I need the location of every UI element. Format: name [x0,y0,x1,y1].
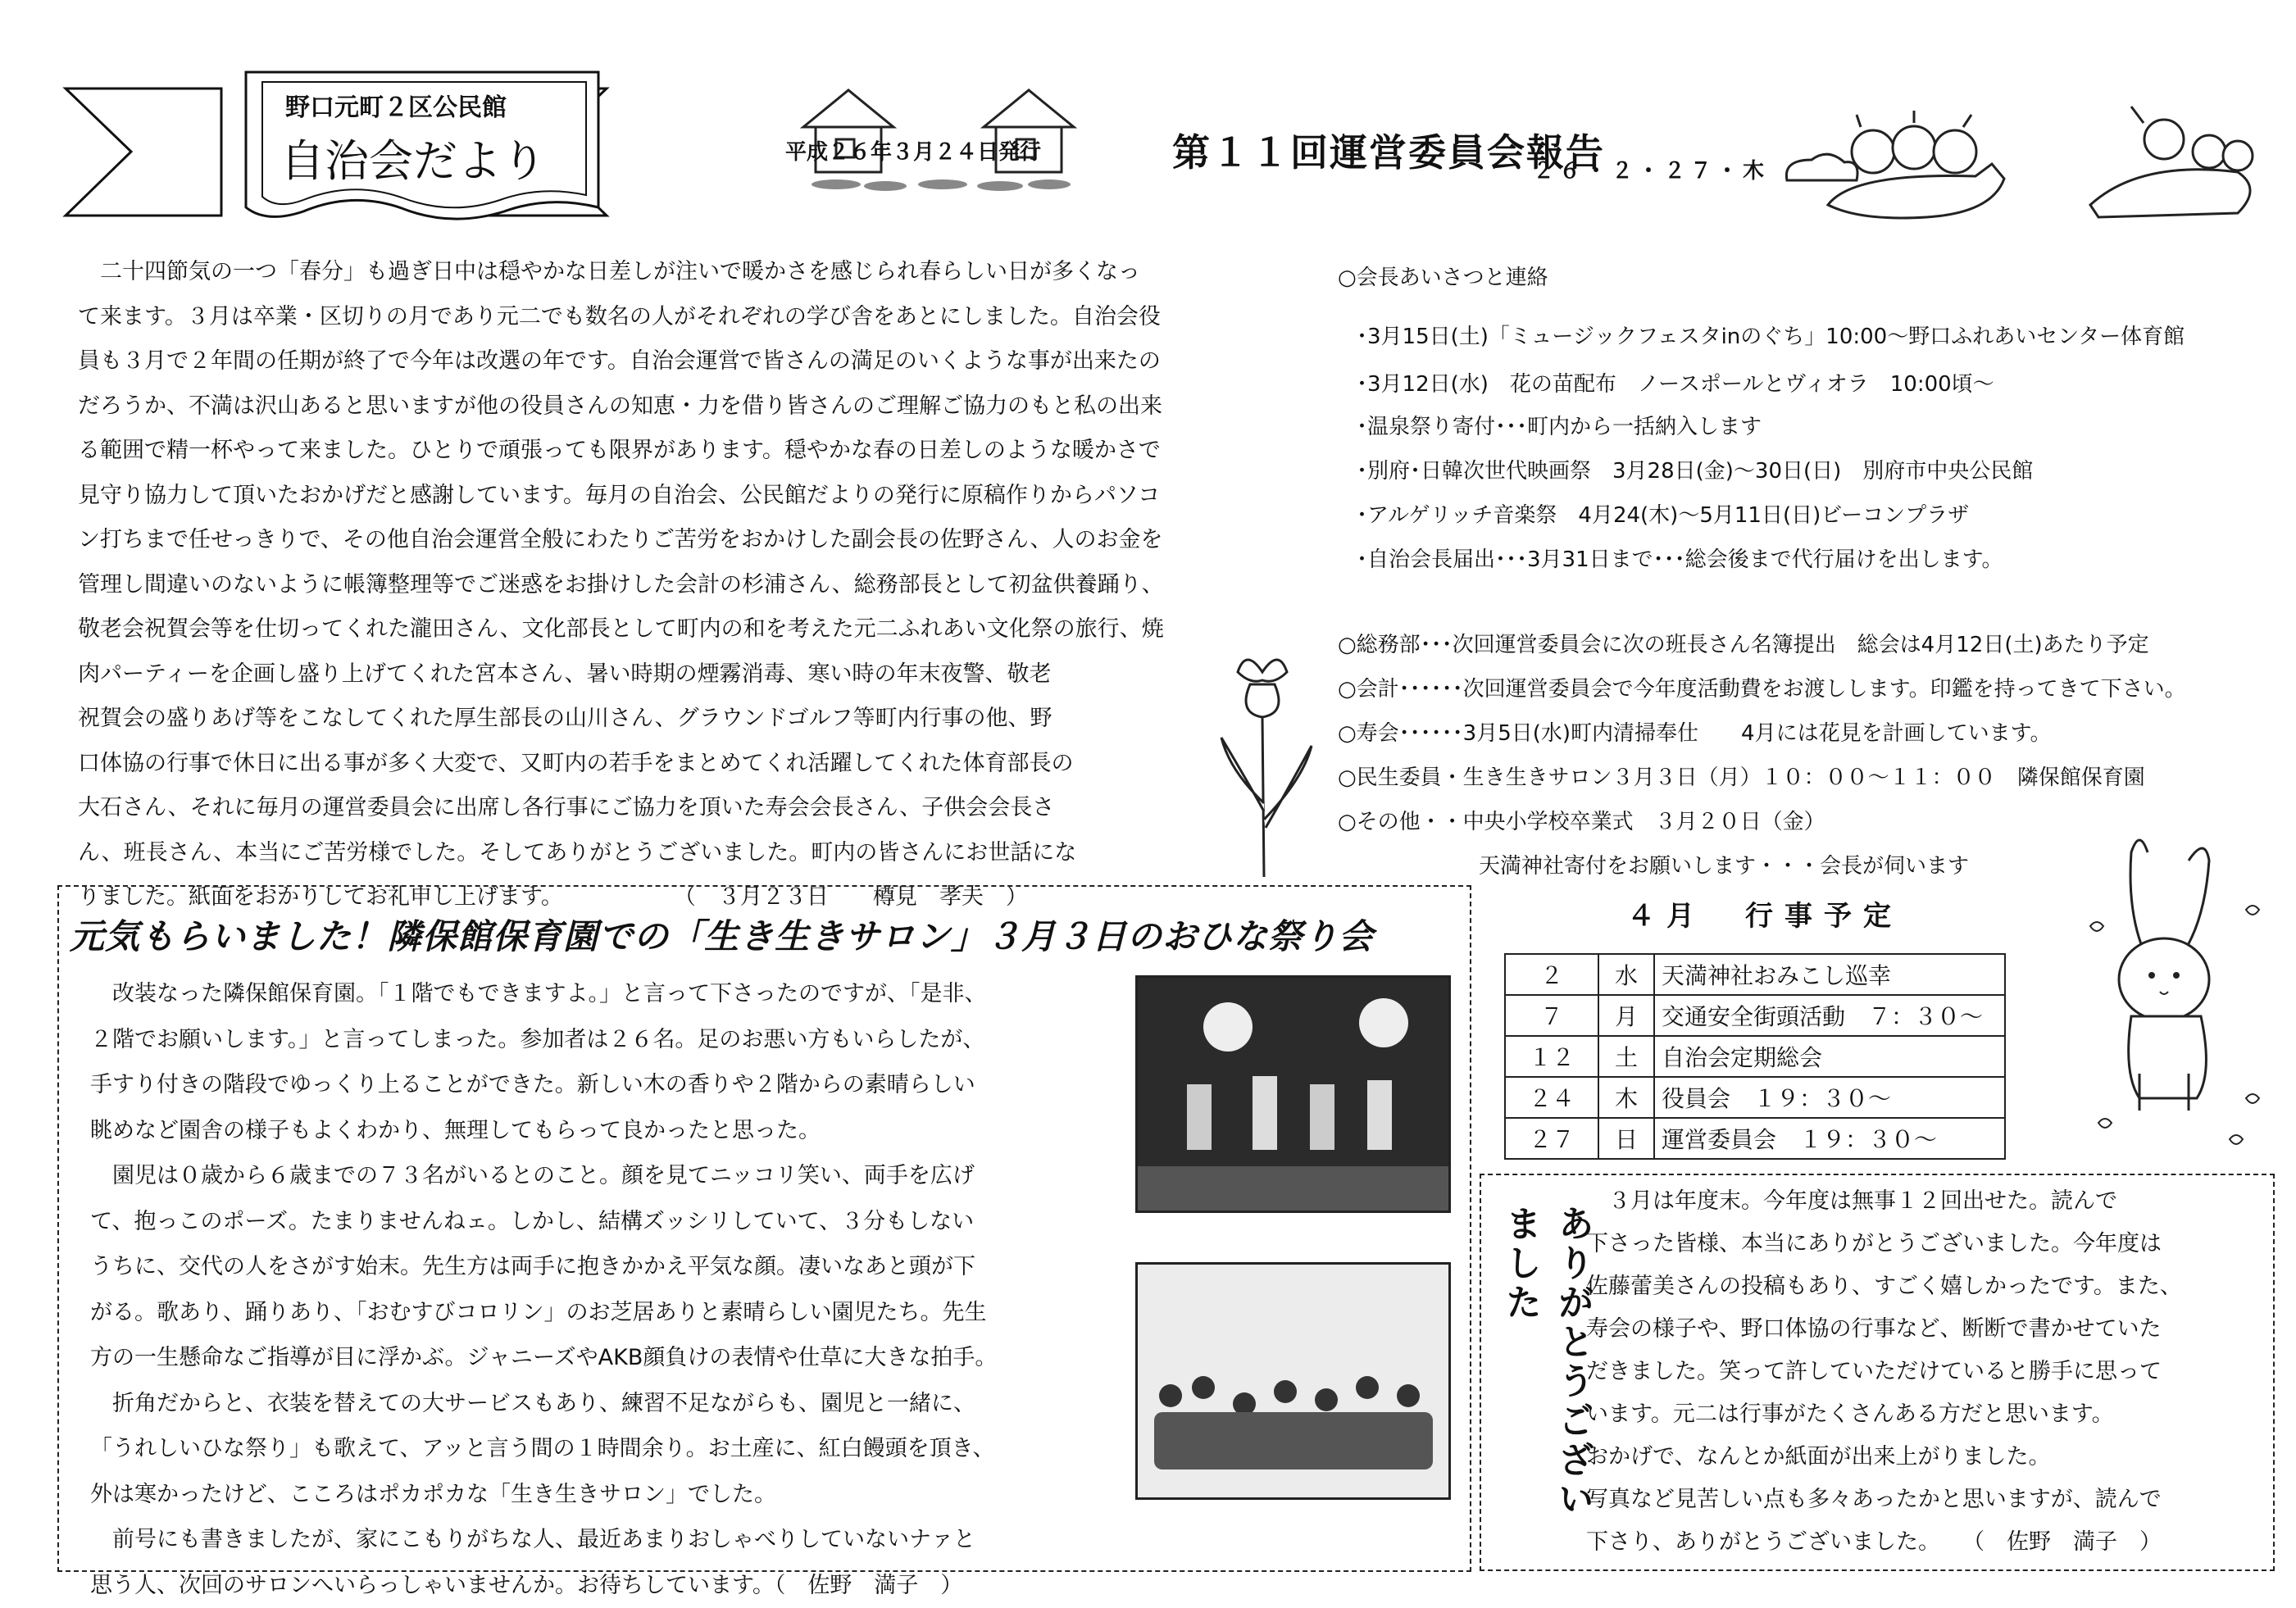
notice-item: ･3月12日(水) 花の苗配布 ノースポールとヴィオラ 10:00頃～ [1357,367,2185,410]
schedule-day: ７ [1505,995,1598,1036]
thanks-line: 写真など見苦しい点も多々あったかと思いますが、読んで [1586,1479,2182,1521]
schedule-event: 交通安全街頭活動 ７：３０～ [1654,995,2005,1036]
salon-line: 改装なった隣保館保育園。「１階でもできますよ。」と言って下さったのですが、「是非、 [90,971,997,1017]
greeting-line: ン打ちまで任せっきりで、その他自治会運営全般にわたりご苦労をおかけした副会長の佐野さん、人のお金を [78,518,1307,563]
salon-line: 思う人、次回のサロンへいらっしゃいませんか。お待ちしています。（ 佐野 満子 ） [90,1563,997,1608]
schedule-weekday: 水 [1598,954,1654,995]
greeting-line: 口体協の行事で休日に出る事が多く大変で、又町内の若手をまとめてくれ活躍してくれた体育部長の [78,742,1307,787]
table-row [1505,995,2005,1036]
notices-header: ○会長あいさつと連絡 [1338,261,1548,291]
report-title: 第１１回運営委員会報告 [1172,123,1605,177]
table-row [1505,1118,2005,1159]
schedule-event: 運営委員会 １９：３０～ [1654,1118,2005,1159]
schedule-event: 自治会定期総会 [1654,1036,2005,1077]
schedule-weekday: 日 [1598,1118,1654,1159]
table-row [1505,954,2005,995]
table-row [1505,1077,2005,1118]
thanks-heading: ありがとうございました [1494,1205,1598,1557]
thanks-line: 下さった皆様、本当にありがとうございました。今年度は [1586,1223,2182,1265]
schedule-weekday: 月 [1598,995,1654,1036]
thanks-line: おかげで、なんとか紙面が出来上がりました。 [1586,1436,2182,1479]
salon-line: 手すり付きの階段でゆっくり上ることができた。新しい木の香りや２階からの素晴らしい [90,1062,997,1108]
salon-line: がる。歌あり、踊りあり、「おむすびコロリン」のお芝居ありと素晴らしい園児たち。先生 [90,1290,997,1336]
notice-item: ･アルゲリッチ音楽祭 4月24(木)～5月11日(日)ビーコンプラザ [1357,498,2185,543]
greeting-line: 肉パーティーを企画し盛り上げてくれた宮本さん、暑い時期の煙霧消毒、寒い時の年末夜警、敬老 [78,652,1307,697]
iris-flower-illustration [1213,639,1320,885]
greeting-line: だろうか、不満は沢山あると思いますが他の役員さんの知恵・力を借り皆さんのご理解ご協力のもと私の出来 [78,384,1307,429]
greeting-line: 員も３月で２年間の任期が終了で今年は改選の年です。自治会運営で皆さんの満足のいくような事が出来たの [78,339,1307,384]
rabbit-illustration [2082,828,2279,1156]
salon-line: 外は寒かったけど、こころはポカポカな「生き生きサロン」でした。 [90,1472,997,1518]
schedule-event: 天満神社おみこし巡幸 [1654,954,2005,995]
thanks-line: ３月は年度末。今年度は無事１２回出せた。読んで [1586,1180,2182,1223]
schedule-table [1504,953,2006,1160]
salon-line: て、抱っこのポーズ。たまりませんねェ。しかし、結構ズッシリしていて、３分もしない [90,1199,997,1245]
thanks-line: 下さり、ありがとうございました。 （ 佐野 満子 ） [1586,1521,2182,1564]
table-row [1505,1036,2005,1077]
salon-body [90,971,997,1608]
stage-performance-photo [1135,975,1451,1213]
audience-photo [1135,1262,1451,1500]
notice-item: ○寿会･･････3月5日(水)町内清掃奉仕 4月には花見を計画しています。 [1338,716,2186,761]
notice-item: 天満神社寄付をお願いします・・・会長が伺います [1338,849,2186,893]
salon-line: 方の一生懸命なご指導が目に浮かぶ。ジャニーズやAKB顔負けの表情や仕草に大きな拍手。 [90,1335,997,1381]
greeting-line: 敬老会祝賀会等を仕切ってくれた瀧田さん、文化部長として町内の和を考えた元二ふれあい文化祭の旅行、焼 [78,607,1307,652]
greeting-line: 二十四節気の一つ「春分」も過ぎ日中は穏やかな日差しが注いで暖かさを感じられ春らしい日が多くなっ [78,250,1307,295]
schedule-title: ４月 行事予定 [1627,893,1903,933]
thanks-line: 寿会の様子や、野口体協の行事など、断断で書かせていた [1586,1308,2182,1351]
greeting-line: ん、班長さん、本当にご苦労様でした。そしてありがとうございました。町内の皆さんにお世話にな [78,831,1307,876]
greeting-line: て来ます。３月は卒業・区切りの月であり元二でも数名の人がそれぞれの学び舎をあとにしました。自治会役 [78,295,1307,340]
greeting-line: 見守り協力して頂いたおかげだと感謝しています。毎月の自治会、公民館だよりの発行に原稿作りからパソコ [78,474,1307,519]
notice-item: ○会計･･････次回運営委員会で今年度活動費をお渡しします。印鑑を持ってきて下さい。 [1338,672,2186,716]
notices-bottom-list [1338,628,2186,893]
org-name: 野口元町２区公民館 [285,87,507,123]
salon-line: 「うれしいひな祭り」も歌えて、アッと言う間の１時間余り。お土産に、紅白饅頭を頂き、 [90,1426,997,1472]
greeting-line: る範囲で精一杯やって来ました。ひとりで頑張っても限界があります。穏やかな春の日差しのような暖かさで [78,429,1307,474]
notice-item: ･別府･日韓次世代映画祭 3月28日(金)～30日(日) 別府市中央公民館 [1357,454,2185,498]
greeting-article [78,250,1307,920]
notice-item: ○民生委員・生き生きサロン３月３日（月）１０：００～１１：００ 隣保館保育園 [1338,761,2186,805]
newsletter-title: 自治会だより [280,126,546,189]
salon-line: うちに、交代の人をさがす始末。先生方は両手に抱きかかえ平気な顔。凄いなあと頭が下 [90,1244,997,1290]
schedule-event: 役員会 １９：３０～ [1654,1077,2005,1118]
title-banner [57,64,615,228]
schedule-day: １２ [1505,1036,1598,1077]
greeting-line: 祝賀会の盛りあげ等をこなしてくれた厚生部長の山川さん、グラウンドゴルフ等町内行事の他、野 [78,697,1307,742]
salon-line: 眺めなど園舎の様子もよくわかり、無理してもらって良かったと思った。 [90,1108,997,1154]
greeting-line: りました。紙面をおかりしてお礼申し上げます。 （ ３月２３日 樽見 孝夫 ） [78,875,1307,920]
salon-line: 園児は０歳から６歳までの７３名がいるとのこと。顔を見てニッコリ笑い、両手を広げ [90,1153,997,1199]
notice-item: ○総務部･･･次回運営委員会に次の班長さん名簿提出 総会は4月12日(土)あたり予定 [1338,628,2186,672]
salon-title: 元気もらいました！隣保館保育園での「生き生きサロン」３月３日のおひな祭り会 [70,910,1374,959]
notice-item: ･温泉祭り寄付･･･町内から一括納入します [1357,410,2185,454]
airplane-train-illustration [1779,82,2271,246]
schedule-weekday: 土 [1598,1036,1654,1077]
thanks-body [1586,1180,2182,1564]
greeting-line: 管理し間違いのないように帳簿整理等でご迷惑をお掛けした会計の杉浦さん、総務部長として初盆供養踊り、 [78,563,1307,608]
notices-top-list [1357,320,2185,587]
greeting-line: 大石さん、それに毎月の運営委員会に出席し各行事にご協力を頂いた寿会会長さん、子供会会長さ [78,786,1307,831]
notice-item: ･自治会長届出･･･3月31日まで･･･総会後まで代行届けを出します。 [1357,543,2185,587]
schedule-day: ２４ [1505,1077,1598,1118]
schedule-day: ２ [1505,954,1598,995]
publish-date: 平成２６年３月２４日発行 [785,135,1041,166]
schedule-weekday: 木 [1598,1077,1654,1118]
salon-line: 折角だからと、衣装を替えての大サービスもあり、練習不足ながらも、園児と一緒に、 [90,1381,997,1427]
thanks-line: だきました。笑って許していただけていると勝手に思って [1586,1351,2182,1393]
salon-line: ２階でお願いします。」と言ってしまった。参加者は２６名。足のお悪い方もいらしたが、 [90,1017,997,1063]
report-date: ２６・２・２７・木 [1533,154,1769,184]
thanks-line: います。元二は行事がたくさんある方だと思います。 [1586,1393,2182,1436]
houses-illustration [787,70,1090,193]
salon-line: 前号にも書きましたが、家にこもりがちな人、最近あまりおしゃべりしていないナァと [90,1517,997,1563]
notice-item: ○その他・・中央小学校卒業式 ３月２０日（金） [1338,805,2186,849]
thanks-line: 佐藤蕾美さんの投稿もあり、すごく嬉しかったです。また、 [1586,1265,2182,1308]
notice-item: ･3月15日(土)「ミュージックフェスタinのぐち」10:00～野口ふれあいセンター体育館 [1357,320,2185,367]
schedule-day: ２７ [1505,1118,1598,1159]
